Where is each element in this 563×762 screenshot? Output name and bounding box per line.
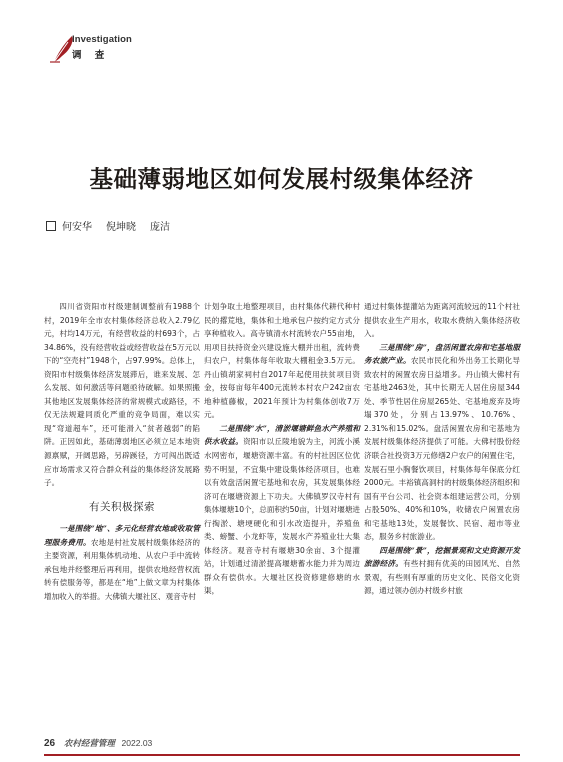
paragraph (364, 341, 520, 544)
paragraph-body: 有些村拥有优美的田园风光、自然景观，有些则有厚重的历史文化、民俗文化资源，通过领办创办村级乡村旅 (364, 559, 521, 596)
paragraph (204, 422, 360, 598)
section-subheading: 有关积极探索 (89, 500, 155, 513)
paragraph-body: 农民市民化和外出务工长期化导致农村的闲置农房日益增多。丹山镇大佛村有宅基地2463处，其中长期无人居住房屋344处、季节性居住房屋265处、宅基地废弃及垮塌370处，分别占13.97%、10.76%、2.31%和15.02%。盘活闲置农房和宅基地为发展村级集体经济提供了可能。大佛村股份经济联合社投资3万元修缮2户农户的闲置住宅，发展石里小胸餐饮项目，村集体每年保底分红2000元。丰裕镇高洞村的村级集体经济组织和国有平台公司、社会资本组建运营公司，分别占股50%、40%和10%，收储农户闲置农房和宅基地13处，发展餐饮、民宿、超市等业态，服务乡村旅游业。 (364, 356, 521, 542)
section-tag (50, 26, 190, 66)
footer-rule (44, 754, 520, 756)
magazine-logo: 农村经营管理 (63, 739, 115, 749)
page-footer (44, 737, 152, 749)
paragraph (364, 544, 520, 598)
paragraph (44, 522, 200, 603)
article-title: 基础薄弱地区如何发展村级集体经济 (89, 165, 474, 193)
paragraph: 计划争取土地整理项目，由村集体代耕代种村民的撂荒地，集体和土地承包户按约定方式分享种植收入。高寺镇清水村流转农户55亩地，用项目扶持资金兴建设施大棚并出租，流转费归农户，村集体每年收取大棚租金3.5万元。丹山镇胡家祠村自2017年起使用扶贫项目资金，按每亩每年400元流转本村农户242亩农地种植藤椒，2021年预计为村集体创收7万元。 (204, 302, 360, 420)
paragraph-body: 资阳市以丘陵地貌为主，河流小溪水网密布，堰塘资源丰富。有的村社因区位优势不明显，不宜集中建设集体经济项目，也难以有效盘活闲置宅基地和农房，其发展集体经济可在堰塘资源上下功夫。大佛镇罗汉寺村有集体堰塘10个，总面积约50亩，计划对堰塘进行掏淤、塘埂硬化和引水改造提升，养殖鱼类、螃蟹、小龙虾等，发展水产养殖业壮大集体经济。观音寺村有堰塘30余亩、3个提灌站，计划通过清淤提高堰塘蓄水能力并为周边群众有偿供水。大堰社区投资修建修塘的水渠， (204, 437, 361, 596)
text-column-3 (364, 300, 520, 598)
section-label-en: Investigation (72, 34, 132, 45)
author-name: 庞洁 (150, 222, 170, 233)
text-column-2 (204, 300, 360, 598)
paragraph-lead: 四是围绕“景”，挖掘景观和文史资源开发旅游经济。 (364, 545, 520, 569)
paragraph-lead: 一是围绕“地”、多元化经营农地或收取管理服务费用。 (44, 524, 200, 547)
text-column-1 (44, 300, 200, 603)
paragraph: 通过村集体提灌站为距离河流较远的11个村社提供农业生产用水，收取水费纳入集体经济收入。 (364, 302, 520, 339)
author-line (46, 218, 184, 233)
paragraph-lead: 三是围绕“房”，盘活闲置农房和宅基地服务农旅产业。 (364, 342, 520, 366)
paragraph-body: 农地是村社发展村级集体经济的主要资源，利用集体机动地、从农户手中流转承包地并经整理后再利用，提供农地经营权流转有偿服务等，都是在“地”上做文章为村集体增加收入的举措。大佛镇大堰社区、观音寺村 (44, 537, 201, 601)
issue-date: 2022.03 (121, 738, 153, 748)
square-bullet-icon (46, 221, 56, 231)
paragraph-lead: 二是围绕“水”，清淤堰塘鲜鱼水产养殖和供水收益。 (204, 423, 360, 447)
author-name: 何安华 (62, 222, 92, 233)
section-label-zh: 调 查 (72, 50, 110, 61)
paragraph: 四川省资阳市村级建制调整前有1988个村，2019年全市农村集体经济总收入2.79亿元，村均14万元，有经营收益的村693个，占34.86%，没有经营收益或经营收益在5万元以下的“空壳村”1948个，占97.99%。总体上，资阳市村级集体经济发展滞后，谁来发展、怎么发展、如何激活等问题亟待破解。如果照搬其他地区发展集体经济的常规模式或路径，不仅无法规避同质化严重的竞争局面，难以实现“弯道超车”，还可能滑入“贫者越弱”的陷阱。正因如此，基础薄弱地区必须立足本地资源禀赋，开阔思路，另辟蹊径，方可闯出既适应市场需求又符合群众利益的集体经济发展路子。 (44, 302, 200, 488)
page-number: 26 (44, 738, 56, 749)
author-name: 倪坤晓 (106, 222, 136, 233)
